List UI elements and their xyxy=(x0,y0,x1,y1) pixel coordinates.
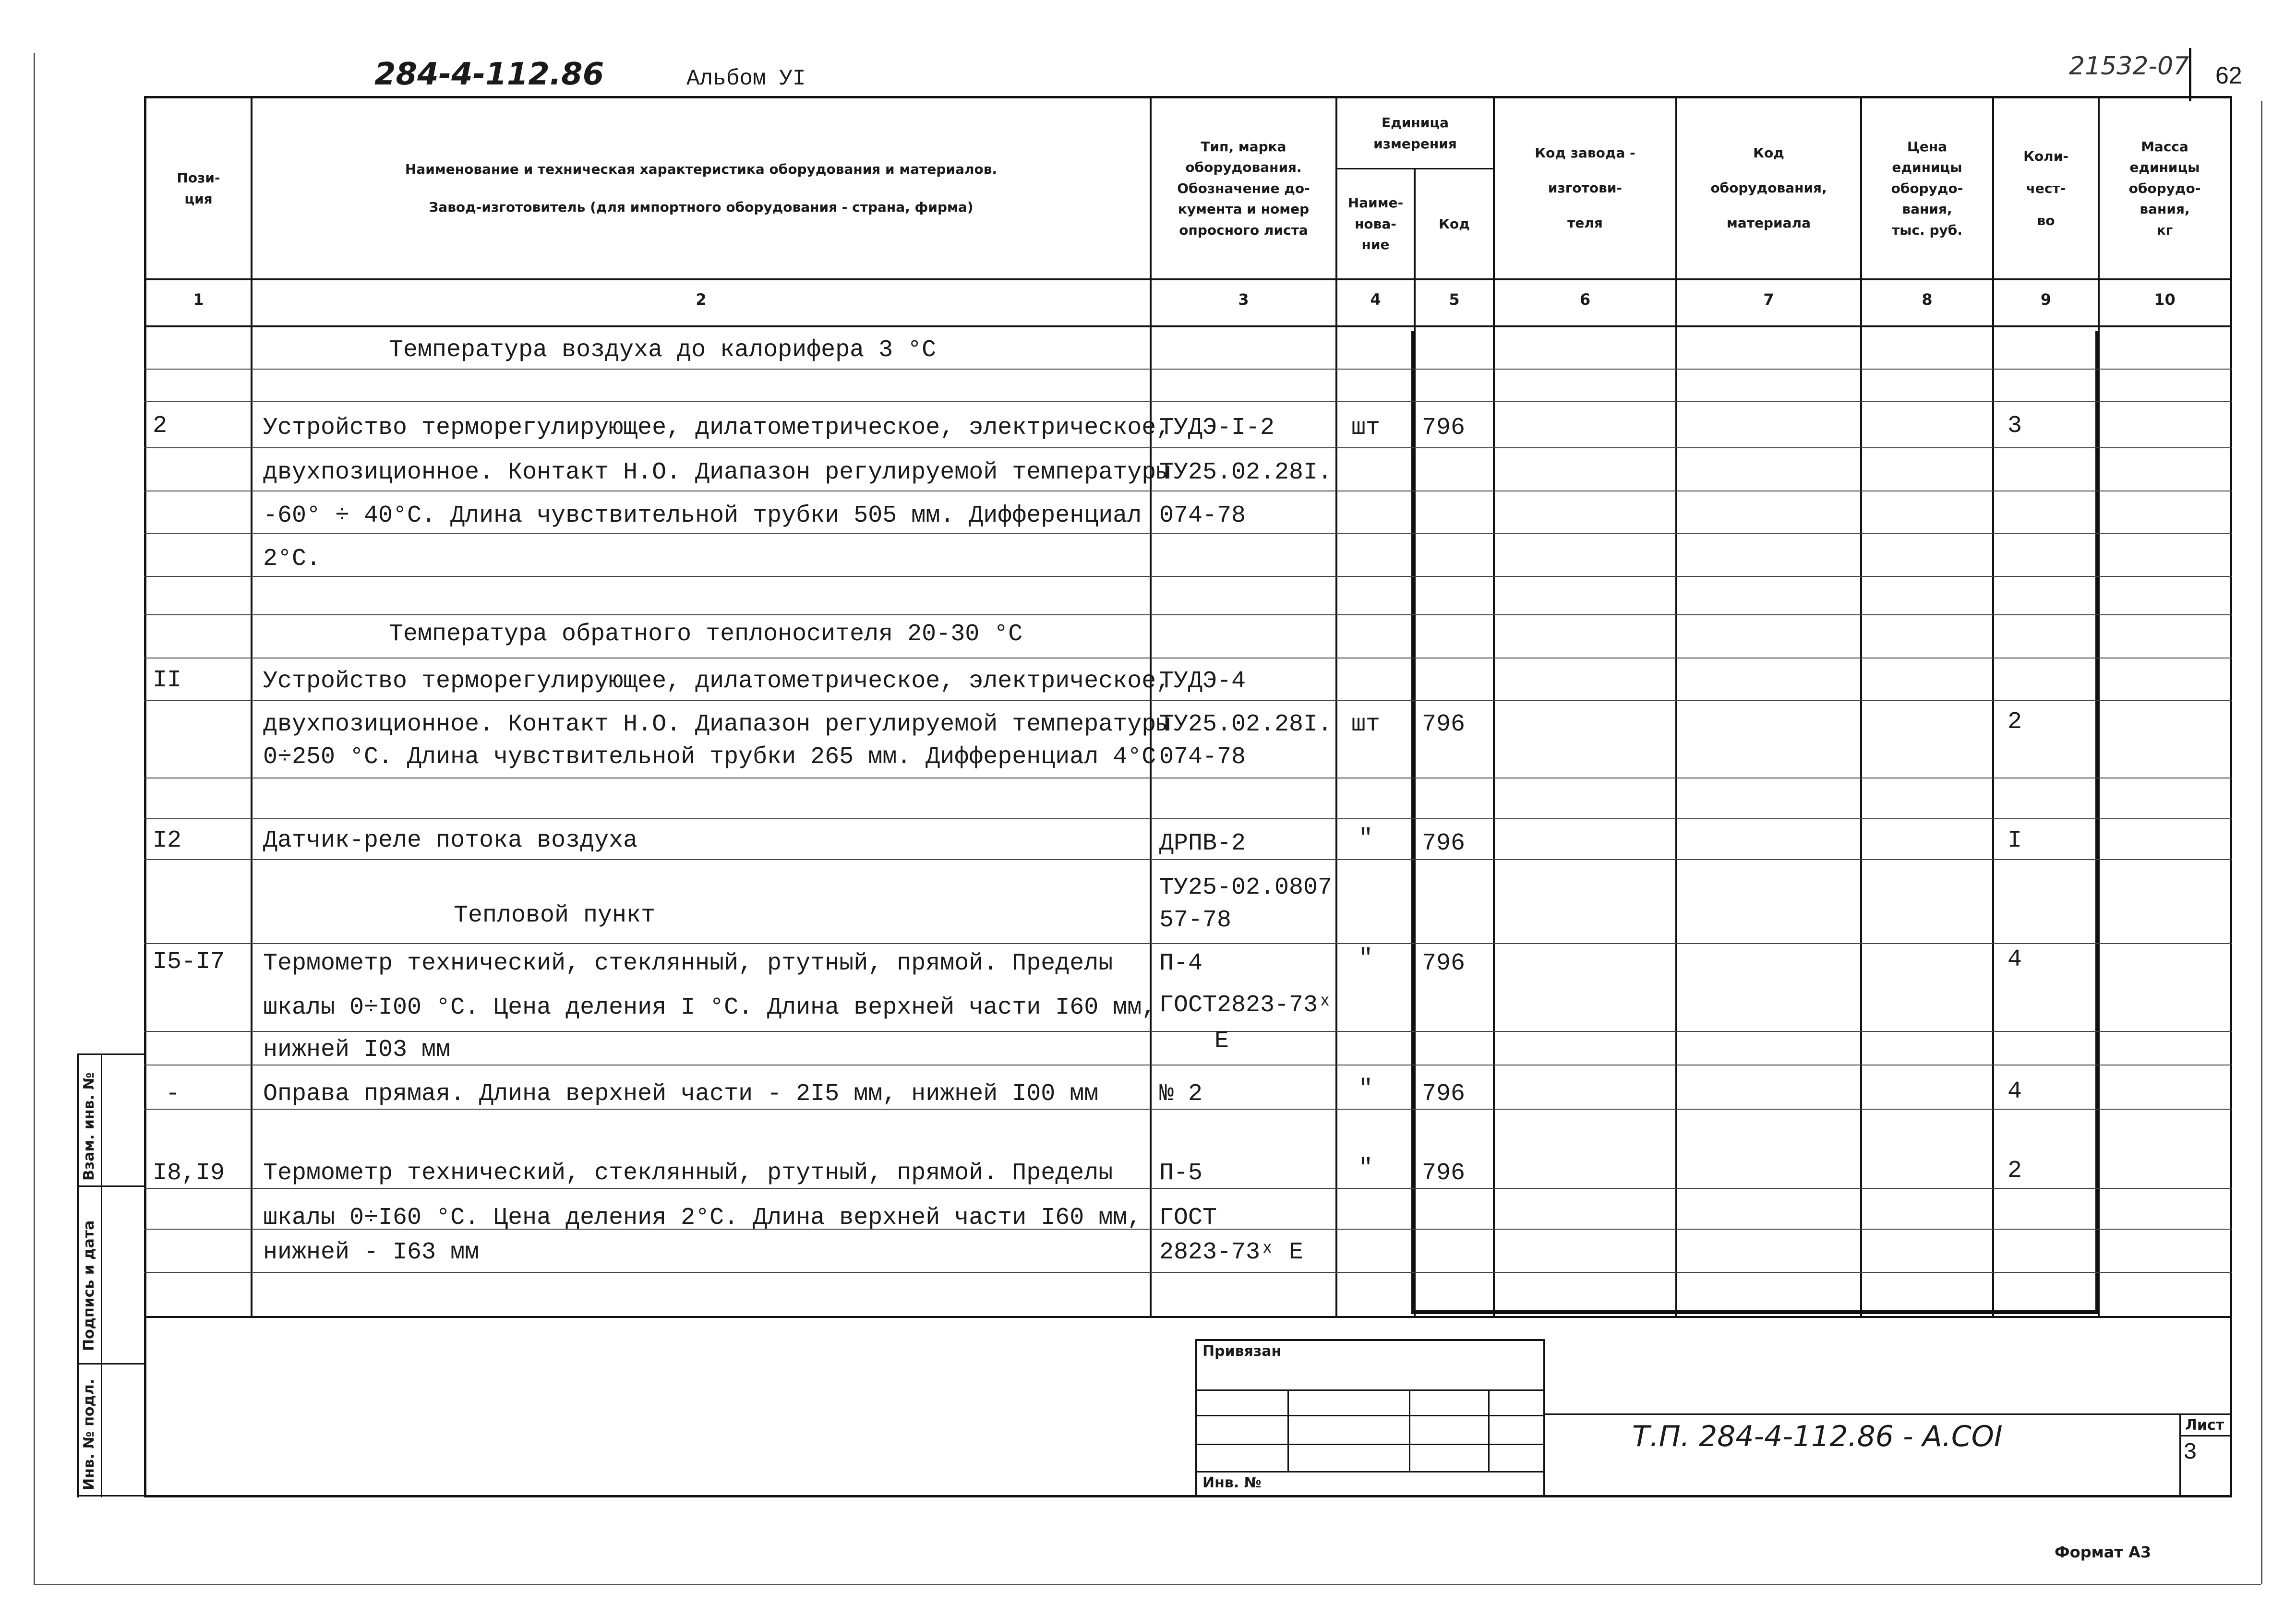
stamp-replaced-inventory: Взам. инв. № xyxy=(81,1072,97,1181)
row-name: нижней I03 мм xyxy=(263,1036,451,1064)
page-number-divider xyxy=(2189,48,2191,101)
col-header-quantity: Коли- чест- во xyxy=(2023,148,2068,229)
col-num-10: 10 xyxy=(2154,290,2176,309)
sheet-label: Лист xyxy=(2185,1417,2224,1434)
col-num-4: 4 xyxy=(1370,290,1381,309)
col-num-2: 2 xyxy=(696,290,707,309)
row-name: -60° ÷ 40°С. Длина чувствительной трубки 505 мм. Дифференциал xyxy=(263,502,1142,529)
row-position: I8,I9 xyxy=(153,1160,225,1187)
album-label: Альбом УI xyxy=(686,66,806,91)
row-code: 796 xyxy=(1422,1160,1466,1187)
col-header-name: Наименование и техническая характеристика оборудования и материалов. Завод-изготовитель (для импортного оборудования - страна, фирма) xyxy=(405,161,998,215)
row-type: ГОСТ2823-73ˣ xyxy=(1159,992,1333,1019)
col-num-8: 8 xyxy=(1922,290,1933,309)
stamp-original-inventory: Инв. № подл. xyxy=(81,1378,97,1490)
row-code: 796 xyxy=(1422,830,1466,857)
row-name: Термометр технический, стеклянный, ртутный, прямой. Пределы xyxy=(263,1160,1113,1187)
page-number: 62 xyxy=(2215,62,2242,89)
col-header-position: Пози- ция xyxy=(177,170,220,207)
row-type: ТУ25.02.28I. xyxy=(1159,711,1333,738)
row-quantity: I xyxy=(2007,827,2022,854)
row-type: ДРПВ-2 xyxy=(1159,830,1246,857)
sheet-number: 3 xyxy=(2183,1440,2197,1466)
stamp-signature-date: Подпись и дата xyxy=(81,1220,97,1351)
row-position: I2 xyxy=(153,827,182,854)
row-type: ГОСТ xyxy=(1159,1204,1217,1232)
row-quantity: 4 xyxy=(2007,1078,2022,1105)
row-type: П-5 xyxy=(1159,1160,1203,1187)
row-type: ТУ25.02.28I. xyxy=(1159,459,1333,486)
col-num-1: 1 xyxy=(193,290,204,309)
row-quantity: 2 xyxy=(2007,708,2022,736)
row-code: 796 xyxy=(1422,950,1466,977)
row-type: ТУДЭ-I-2 xyxy=(1159,414,1275,442)
row-name: Датчик-реле потока воздуха xyxy=(263,827,638,854)
row-code: 796 xyxy=(1422,1080,1466,1108)
section-heading: Тепловой пункт xyxy=(454,902,656,929)
col-num-9: 9 xyxy=(2040,290,2052,309)
row-name: 2°С. xyxy=(263,545,321,573)
row-name: Термометр технический, стеклянный, ртутный, прямой. Пределы xyxy=(263,950,1113,977)
row-position: I5-I7 xyxy=(153,948,225,976)
col-num-6: 6 xyxy=(1579,290,1591,309)
col-header-factory-code: Код завода - изготови- теля xyxy=(1535,145,1635,231)
row-quantity: 4 xyxy=(2007,946,2022,973)
row-type: 57-78 xyxy=(1159,907,1232,934)
row-type: № 2 xyxy=(1159,1080,1203,1108)
bound-label: Привязан xyxy=(1202,1343,1282,1360)
col-header-unit-name: Наиме- нова- ние xyxy=(1347,195,1404,253)
row-unit: " xyxy=(1358,945,1373,972)
row-unit: шт xyxy=(1351,414,1381,442)
section-heading: Температура воздуха до калорифера 3 °С xyxy=(389,336,937,364)
row-type: ТУДЭ-4 xyxy=(1159,668,1246,695)
row-name: Оправа прямая. Длина верхней части - 2I5 мм, нижней I00 мм xyxy=(263,1080,1099,1108)
row-unit: шт xyxy=(1351,711,1381,738)
col-num-5: 5 xyxy=(1449,290,1460,309)
row-name: шкалы 0÷I60 °С. Цена деления 2°С. Длина верхней части I60 мм, xyxy=(263,1204,1142,1232)
row-position: - xyxy=(166,1080,180,1108)
col-header-unit-code: Код xyxy=(1439,215,1470,232)
row-name: двухпозиционное. Контакт Н.О. Диапазон регулируемой температуры xyxy=(263,711,1171,738)
col-header-mass: Масса единицы оборудо- вания, кг xyxy=(2128,139,2201,238)
col-header-price: Цена единицы оборудо- вания, тыс. руб. xyxy=(1891,139,1963,238)
format-label: Формат А3 xyxy=(2055,1543,2152,1561)
row-unit: " xyxy=(1358,1155,1373,1182)
row-position: 2 xyxy=(153,412,168,440)
row-name: Устройство терморегулирующее, дилатометрическое, электрическое, xyxy=(263,668,1171,695)
document-designation: Т.П. 284-4-112.86 - А.СОI xyxy=(1632,1420,2003,1453)
row-type: П-4 xyxy=(1159,950,1203,977)
col-header-unit-group: Единица измерения xyxy=(1373,115,1457,152)
document-code-handwritten: 284-4-112.86 xyxy=(374,57,604,92)
row-code: 796 xyxy=(1422,711,1466,738)
row-quantity: 3 xyxy=(2007,412,2022,440)
row-type: ТУ25-02.0807 xyxy=(1159,874,1333,901)
row-name: шкалы 0÷I00 °С. Цена деления I °С. Длина верхней части I60 мм, xyxy=(263,994,1156,1021)
row-quantity: 2 xyxy=(2007,1157,2022,1185)
col-header-type: Тип, марка оборудования. Обозначение до- кумента и номер опросного листа xyxy=(1177,139,1310,238)
row-code: 796 xyxy=(1422,414,1466,442)
row-name: Устройство терморегулирующее, дилатометрическое, электрическое, xyxy=(263,414,1171,442)
row-type: Е xyxy=(1214,1028,1229,1055)
row-type: 2823-73ˣ Е xyxy=(1159,1239,1304,1266)
row-name: 0÷250 °С. Длина чувствительной трубки 265 мм. Дифференциал 4°С xyxy=(263,743,1156,771)
row-unit: " xyxy=(1358,825,1373,852)
col-num-7: 7 xyxy=(1763,290,1774,309)
row-position: II xyxy=(153,667,182,694)
row-name: нижней - I63 мм xyxy=(263,1239,480,1266)
section-heading: Температура обратного теплоносителя 20-30 °С xyxy=(389,621,1023,648)
row-type: 074-78 xyxy=(1159,502,1246,529)
col-num-3: 3 xyxy=(1238,290,1249,309)
row-unit: " xyxy=(1358,1076,1373,1103)
col-header-equipment-code: Код оборудования, материала xyxy=(1710,145,1827,231)
row-name: двухпозиционное. Контакт Н.О. Диапазон регулируемой температуры xyxy=(263,459,1171,486)
stamp-number: 21532-07 xyxy=(2069,52,2189,81)
row-type: 074-78 xyxy=(1159,743,1246,771)
inventory-label: Инв. № xyxy=(1202,1474,1262,1491)
